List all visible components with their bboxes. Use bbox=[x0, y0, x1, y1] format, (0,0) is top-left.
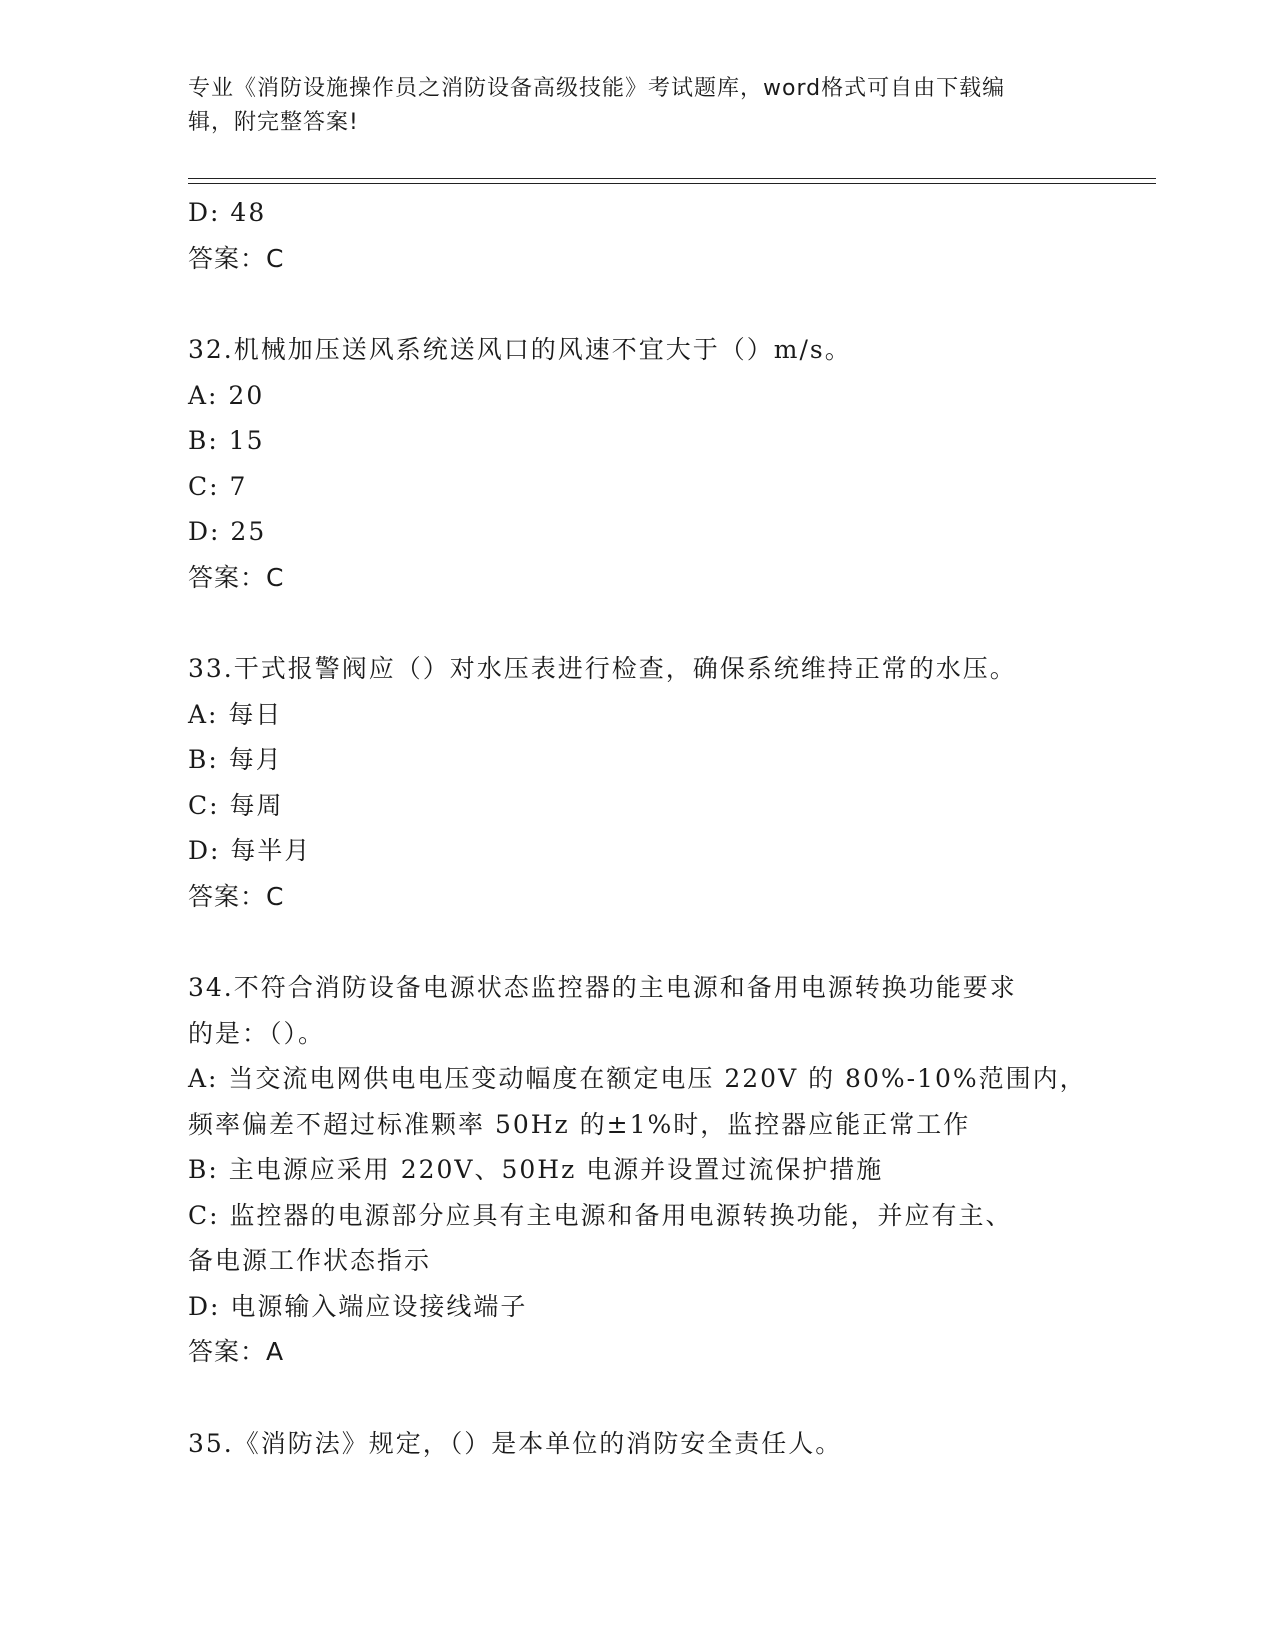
spacer bbox=[188, 600, 1088, 646]
header-line-2: 辑，附完整答案! bbox=[188, 110, 359, 135]
question-32 bbox=[188, 327, 1088, 600]
answer: 答案：C bbox=[188, 562, 285, 592]
option-a: A: 每日 bbox=[188, 699, 283, 729]
header-rule-bottom bbox=[188, 183, 1156, 184]
option-d: D: 每半月 bbox=[188, 836, 312, 865]
question-stem: 35.《消防法》规定，（）是本单位的消防安全责任人。 bbox=[188, 1428, 843, 1458]
option-d: D: 25 bbox=[188, 517, 267, 546]
spacer bbox=[188, 919, 1088, 965]
question-stem-line-2: 的是：（）。 bbox=[188, 1018, 326, 1048]
answer: 答案：A bbox=[188, 1337, 285, 1366]
header-rule-top bbox=[188, 178, 1156, 179]
question-34 bbox=[188, 965, 1088, 1375]
option-c-line-2: 备电源工作状态指示 bbox=[188, 1246, 432, 1275]
question-31-tail bbox=[188, 190, 1088, 281]
question-list bbox=[188, 190, 1088, 1466]
option-a: A: 20 bbox=[188, 380, 265, 410]
spacer bbox=[188, 281, 1088, 327]
page-header bbox=[188, 72, 1078, 140]
option-c: C: 7 bbox=[188, 471, 248, 501]
option-b: B: 每月 bbox=[188, 745, 283, 774]
option-a-line-1: A: 当交流电网供电电压变动幅度在额定电压 220V 的 80%-10%范围内， bbox=[188, 1064, 1087, 1093]
question-35 bbox=[188, 1421, 1088, 1467]
option-d: D: 48 bbox=[188, 198, 267, 227]
option-c-line-1: C: 监控器的电源部分应具有主电源和备用电源转换功能，并应有主、 bbox=[188, 1200, 1013, 1230]
question-33 bbox=[188, 646, 1088, 919]
option-b: B: 主电源应采用 220V、50Hz 电源并设置过流保护措施 bbox=[188, 1155, 884, 1184]
option-a-line-2: 频率偏差不超过标准颗率 50Hz 的±1%时，监控器应能正常工作 bbox=[188, 1109, 971, 1139]
option-b: B: 15 bbox=[188, 426, 265, 455]
option-d: D: 电源输入端应设接线端子 bbox=[188, 1291, 528, 1321]
spacer bbox=[188, 1375, 1088, 1421]
question-stem: 32.机械加压送风系统送风口的风速不宜大于（）m/s。 bbox=[188, 335, 852, 364]
question-stem-line-1: 34.不符合消防设备电源状态监控器的主电源和备用电源转换功能要求 bbox=[188, 973, 1017, 1002]
answer: 答案：C bbox=[188, 881, 285, 911]
answer: 答案：C bbox=[188, 243, 285, 273]
header-line-1: 专业《消防设施操作员之消防设备高级技能》考试题库，word格式可自由下载编 bbox=[188, 76, 1006, 101]
option-c: C: 每周 bbox=[188, 790, 284, 820]
question-stem: 33.干式报警阀应（）对水压表进行检查，确保系统维持正常的水压。 bbox=[188, 654, 1017, 683]
